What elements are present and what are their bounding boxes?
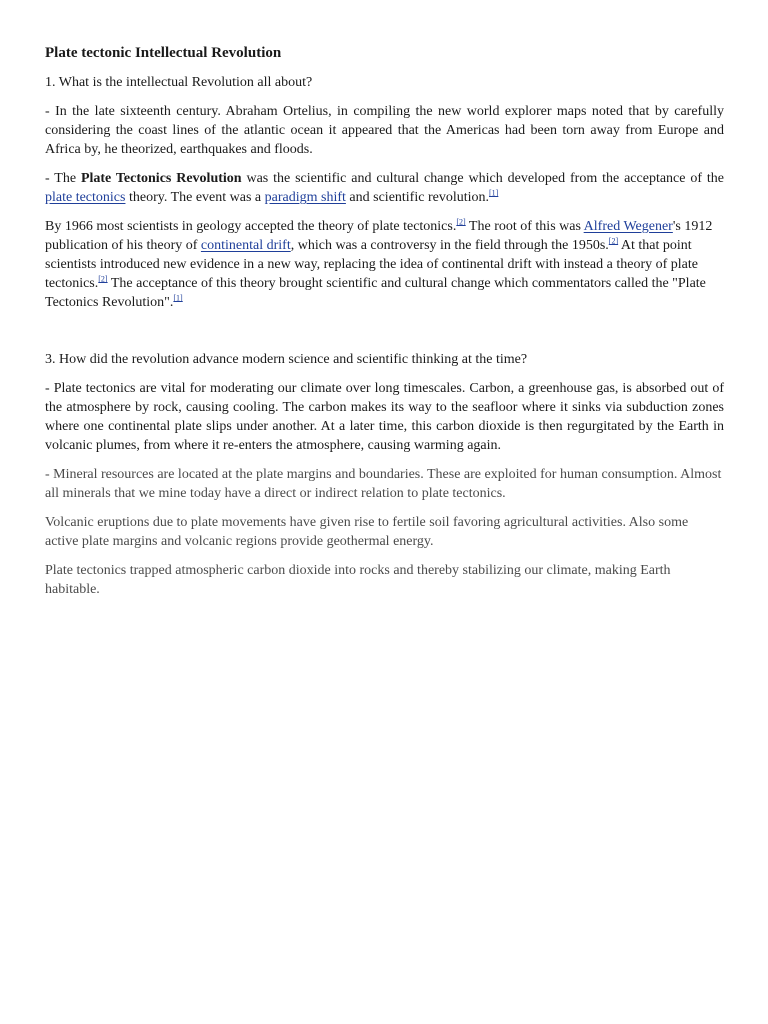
paragraph-carbon: Plate tectonics trapped atmospheric carbon dioxide into rocks and thereby stabilizing our climate, making Earth habitable. bbox=[45, 563, 671, 597]
text-run: and scientific revolution. bbox=[345, 190, 489, 205]
bold-term: Plate Tectonics Revolution bbox=[80, 171, 242, 186]
text-run: was the scientific and cultural change which developed from the acceptance of the bbox=[241, 171, 724, 186]
citation-link[interactable]: [2] bbox=[98, 274, 108, 284]
paragraph-1966 bbox=[45, 217, 724, 312]
text-run: , which was a controversy in the field through the 1950s. bbox=[290, 238, 609, 253]
text-run: The acceptance of this theory brought scientific and cultural change which commentators called the "Plate Tectonics Revolution". bbox=[45, 276, 706, 310]
paragraph-ortelius: - In the late sixteenth century. Abraham Ortelius, in compiling the new world explorer maps noted that by carefully considering the coast lines of the atlantic ocean it appeared that the Americas had been torn away from Europe and Africa by, he theorized, earthquakes and floods. bbox=[45, 104, 724, 157]
paragraph-revolution-definition bbox=[45, 169, 724, 207]
text-run: At that point scientists introduced new evidence in a new way, replacing the idea of continental drift with instead a theory of plate tectonics. bbox=[45, 238, 698, 291]
text-run: 's 1912 publication of his theory of bbox=[45, 219, 713, 253]
text-run: - The bbox=[45, 171, 81, 186]
document-title: Plate tectonic Intellectual Revolution bbox=[45, 45, 282, 61]
plate-tectonics-link[interactable]: plate tectonics bbox=[45, 190, 126, 205]
blank-gap bbox=[45, 322, 724, 350]
text-run: The root of this was bbox=[465, 219, 584, 234]
document-page bbox=[45, 44, 724, 609]
text-run: By 1966 most scientists in geology accepted the theory of plate tectonics. bbox=[45, 219, 457, 234]
paragraph-volcanic: Volcanic eruptions due to plate movements have given rise to fertile soil favoring agricultural activities. Also some active plate margins and volcanic regions provide geothermal energy. bbox=[45, 515, 689, 549]
citation-link[interactable]: [2] bbox=[608, 236, 619, 246]
paragraph-climate: - Plate tectonics are vital for moderating our climate over long timescales. Carbon, a greenhouse gas, is absorbed out of the atmosphere by rock, causing cooling. The carbon makes its way to the seafloor where it sinks via subduction zones where one continental plate slips under another. At a later time, this carbon dioxide is then regurgitated by the Earth in volcanic plumes, from where it re-enters the atmosphere, causing warming again. bbox=[45, 381, 724, 453]
citation-link[interactable]: [2] bbox=[456, 217, 466, 227]
alfred-wegener-link[interactable]: Alfred Wegener bbox=[583, 219, 673, 234]
paragraph-minerals: - Mineral resources are located at the plate margins and boundaries. These are exploited for human consumption. Almost all minerals that we mine today have a direct or indirect relation to plate tectonics. bbox=[45, 467, 722, 501]
paradigm-shift-link[interactable]: paradigm shift bbox=[264, 190, 346, 205]
citation-link[interactable]: [1] bbox=[489, 188, 499, 198]
continental-drift-link[interactable]: continental drift bbox=[200, 238, 291, 253]
question-1: 1. What is the intellectual Revolution all about? bbox=[45, 75, 313, 90]
text-run: theory. The event was a bbox=[125, 190, 265, 205]
citation-link[interactable]: [1] bbox=[173, 293, 183, 303]
question-3: 3. How did the revolution advance modern science and scientific thinking at the time? bbox=[45, 352, 528, 367]
